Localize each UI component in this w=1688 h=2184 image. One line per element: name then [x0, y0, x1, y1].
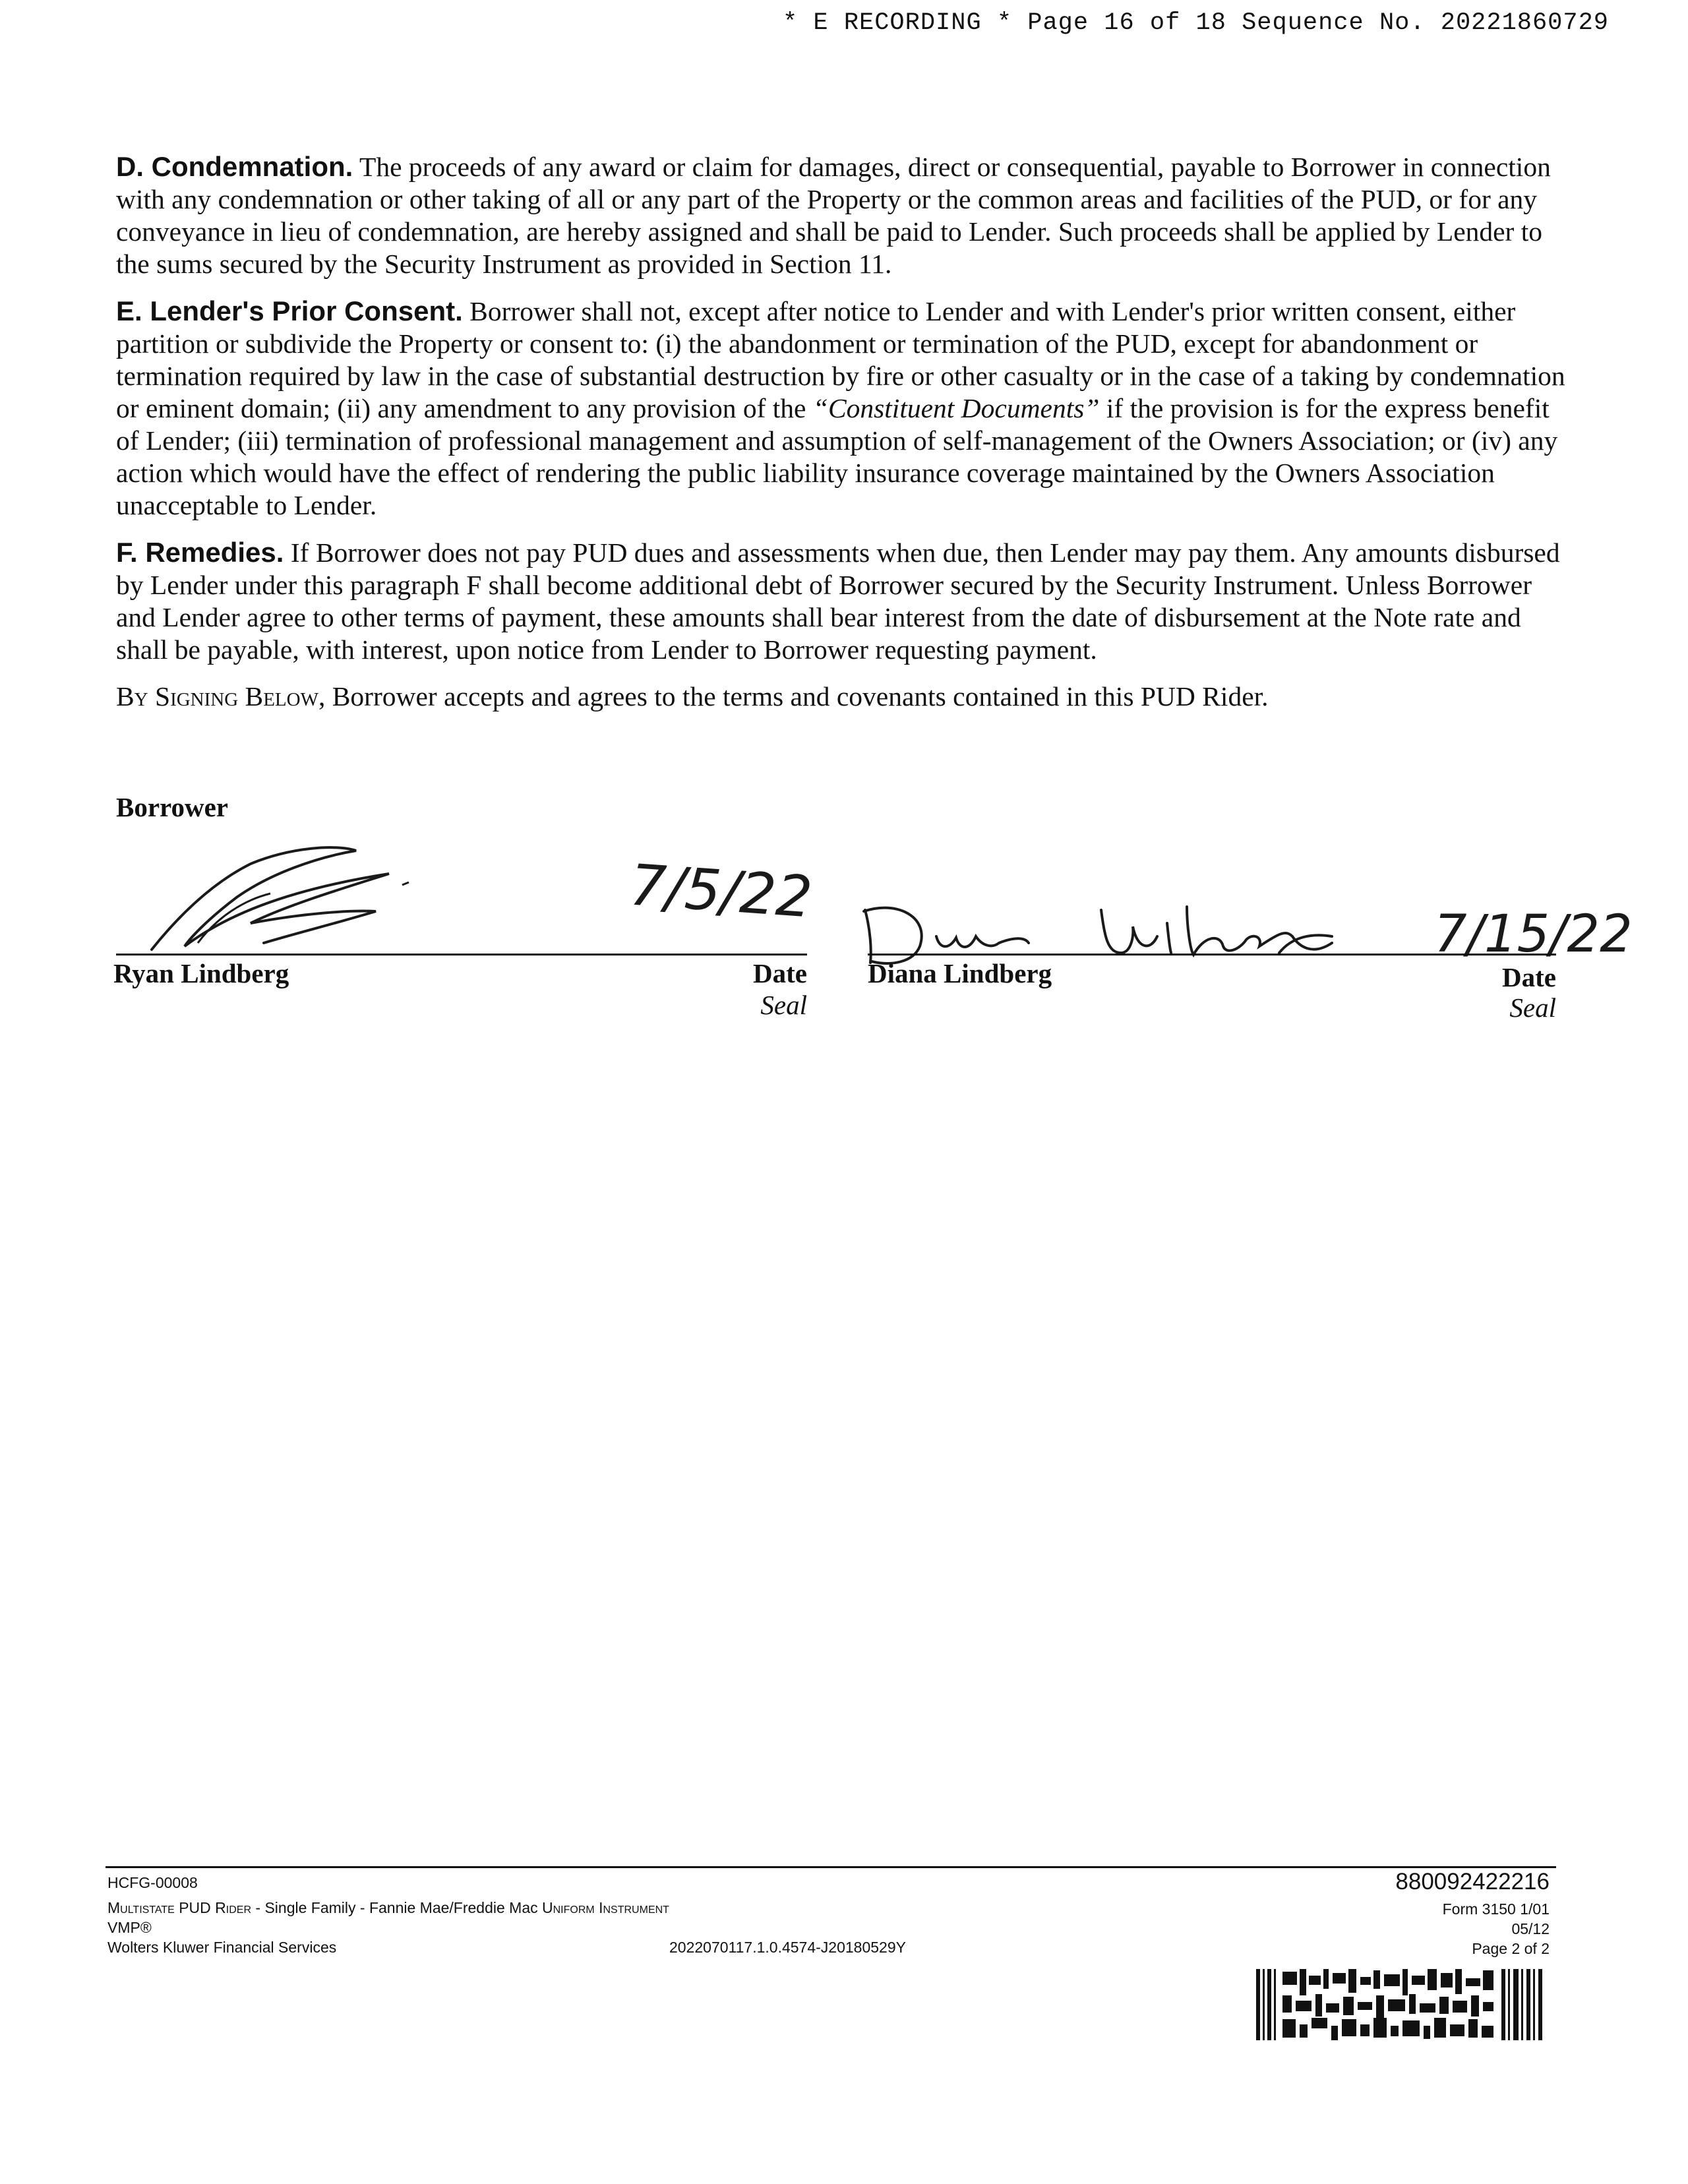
borrower-name-1: Ryan Lindberg	[113, 958, 289, 988]
section-d-heading: D. Condemnation.	[116, 151, 353, 182]
page-number: Page 2 of 2	[1472, 1940, 1550, 1957]
signing-smallcaps: By Signing Below,	[116, 681, 326, 712]
footer-form-title-sc1: Multistate PUD Rider	[107, 1899, 252, 1916]
footer-form-title	[107, 1899, 669, 1917]
footer-form-title-sc2: Uniform Instrument	[542, 1899, 669, 1916]
footer-company: Wolters Kluwer Financial Services	[107, 1939, 337, 1956]
handwritten-date-1: 7/5/22	[627, 852, 814, 931]
rider-body	[116, 150, 1573, 727]
loan-number: 880092422216	[1395, 1869, 1550, 1895]
form-rev-date: 05/12	[1511, 1920, 1550, 1937]
document-barcode	[1256, 1969, 1546, 2040]
section-f-heading: F. Remedies.	[116, 537, 284, 568]
signature-line-2	[868, 954, 1556, 956]
footer-code: HCFG-00008	[107, 1874, 198, 1891]
recording-header: * E RECORDING * Page 16 of 18 Sequence No. 20221860729	[783, 9, 1609, 37]
footer-form-title-mid: - Single Family - Fannie Mae/Freddie Mac	[251, 1899, 543, 1916]
section-e-text-a: Borrower shall not, except after notice to Lender and with Lender's prior written consent, either partition or subdivide the Property or consent to: (i) the abandonment or termination of the PUD, except for abandonment or termination required by law in the case of substantial destruction by fire or other casualty or in the case of a taking by condemnation or eminent domain; (ii) any amendment to any provision of the	[116, 296, 1565, 423]
handwritten-date-2: 7/15/22	[1434, 905, 1633, 964]
signing-text: Borrower accepts and agrees to the terms and covenants contained in this PUD Rider.	[332, 681, 1269, 712]
section-e-heading: E. Lender's Prior Consent.	[116, 295, 463, 326]
section-e-text-b: if the provision is for the express benefit of Lender; (iii) termination of professional management and assumption of self-management of the Owners Association; or (iv) any action which would have the effect of rendering the public liability insurance coverage maintained by the Owners Association unacceptable to Lender.	[116, 393, 1558, 520]
seal-label-1: Seal	[760, 990, 807, 1020]
section-e	[116, 295, 1573, 522]
footer-rule	[106, 1866, 1556, 1868]
section-d	[116, 150, 1573, 280]
seal-label-2: Seal	[1509, 992, 1556, 1023]
borrower-name-2: Diana Lindberg	[868, 958, 1052, 988]
section-d-text: The proceeds of any award or claim for damages, direct or consequential, payable to Borrower in connection with any condemnation or other taking of all or any part of the Property or the common areas and facilities of the PUD, or for any conveyance in lieu of condemnation, are hereby assigned and shall be paid to Lender. Such proceeds shall be applied by Lender to the sums secured by the Security Instrument as provided in Section 11.	[116, 152, 1551, 279]
signature-line-1	[116, 954, 807, 956]
signature-ryan	[138, 837, 448, 956]
footer-doc-id: 2022070117.1.0.4574-J20180529Y	[669, 1939, 906, 1956]
section-e-italic: “Constituent Documents”	[812, 393, 1100, 423]
section-f	[116, 536, 1573, 666]
borrower-label: Borrower	[116, 792, 229, 822]
footer-vmp: VMP®	[107, 1919, 152, 1936]
section-f-text: If Borrower does not pay PUD dues and assessments when due, then Lender may pay them. Any amounts disbursed by Lender under this paragraph F shall become additional debt of Borrower secured by the Security Instrument. Unless Borrower and Lender agree to other terms of payment, these amounts shall bear interest from the date of disbursement at the Note rate and shall be payable, with interest, upon notice from Lender to Borrower requesting payment.	[116, 537, 1560, 665]
date-label-2: Date	[1502, 962, 1556, 992]
form-number: Form 3150 1/01	[1442, 1900, 1550, 1918]
signing-statement	[116, 681, 1573, 713]
date-label-1: Date	[753, 958, 807, 988]
